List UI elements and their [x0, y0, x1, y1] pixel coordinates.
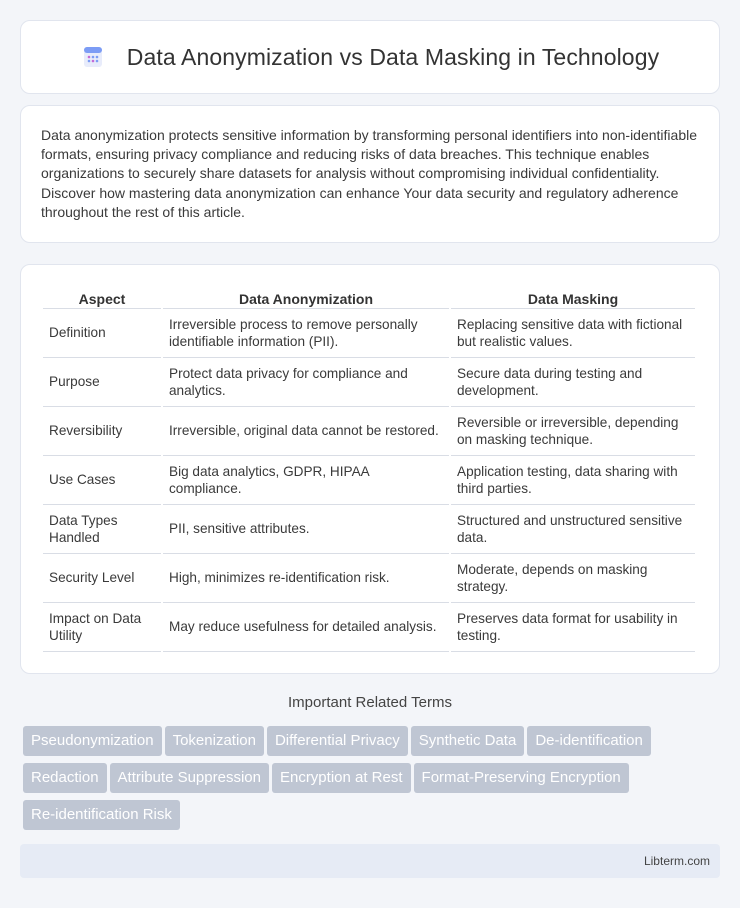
- table-row: [43, 309, 695, 358]
- column-header-aspect: Aspect: [43, 285, 161, 309]
- page-title: Data Anonymization vs Data Masking in Technology: [126, 43, 660, 70]
- table-row: [43, 456, 695, 505]
- related-term-tag[interactable]: Differential Privacy: [267, 726, 408, 756]
- comparison-table: [41, 285, 697, 652]
- aspect-cell: Purpose: [43, 358, 161, 407]
- aspect-cell: Definition: [43, 309, 161, 358]
- aspect-cell: Reversibility: [43, 407, 161, 456]
- anonymization-cell: Big data analytics, GDPR, HIPAA compliance.: [163, 456, 449, 505]
- anonymization-cell: PII, sensitive attributes.: [163, 505, 449, 554]
- related-terms-title: Important Related Terms: [288, 694, 452, 711]
- related-term-tag[interactable]: Re-identification Risk: [23, 800, 180, 830]
- anonymization-cell: Protect data privacy for compliance and analytics.: [163, 358, 449, 407]
- anonymization-cell: Irreversible, original data cannot be restored.: [163, 407, 449, 456]
- document-icon: [81, 45, 105, 69]
- table-header-row: [43, 285, 695, 309]
- anonymization-cell: May reduce usefulness for detailed analysis.: [163, 603, 449, 652]
- masking-cell: Preserves data format for usability in testing.: [451, 603, 695, 652]
- table-row: [43, 505, 695, 554]
- table-row: [43, 603, 695, 652]
- header-card: [20, 20, 720, 94]
- related-term-tag[interactable]: De-identification: [527, 726, 651, 756]
- aspect-cell: Use Cases: [43, 456, 161, 505]
- aspect-cell: Data Types Handled: [43, 505, 161, 554]
- related-terms-list: [23, 726, 723, 837]
- masking-cell: Secure data during testing and development.: [451, 358, 695, 407]
- anonymization-cell: Irreversible process to remove personally identifiable information (PII).: [163, 309, 449, 358]
- masking-cell: Structured and unstructured sensitive data.: [451, 505, 695, 554]
- footer-site-link[interactable]: Libterm.com: [643, 854, 710, 868]
- intro-text: Data anonymization protects sensitive information by transforming personal identifiers into non-identifiable formats, ensuring privacy compliance and reducing risks of data breaches. This technique enables organizations to securely share datasets for analysis without compromising individual confidentiality. Discover how mastering data anonymization can enhance Your data security and regulatory adherence throughout the rest of this article.: [41, 127, 698, 220]
- related-term-tag[interactable]: Pseudonymization: [23, 726, 162, 756]
- column-header-masking: Data Masking: [451, 285, 695, 309]
- related-term-tag[interactable]: Synthetic Data: [411, 726, 525, 756]
- masking-cell: Moderate, depends on masking strategy.: [451, 554, 695, 603]
- table-row: [43, 554, 695, 603]
- masking-cell: Replacing sensitive data with fictional but realistic values.: [451, 309, 695, 358]
- intro-card: [20, 105, 720, 243]
- comparison-card: [20, 264, 720, 674]
- footer: [20, 844, 720, 878]
- related-term-tag[interactable]: Attribute Suppression: [110, 763, 269, 793]
- related-term-tag[interactable]: Redaction: [23, 763, 107, 793]
- anonymization-cell: High, minimizes re-identification risk.: [163, 554, 449, 603]
- related-term-tag[interactable]: Format-Preserving Encryption: [414, 763, 629, 793]
- related-term-tag[interactable]: Tokenization: [165, 726, 264, 756]
- aspect-cell: Impact on Data Utility: [43, 603, 161, 652]
- column-header-anonymization: Data Anonymization: [163, 285, 449, 309]
- masking-cell: Application testing, data sharing with third parties.: [451, 456, 695, 505]
- related-term-tag[interactable]: Encryption at Rest: [272, 763, 411, 793]
- table-row: [43, 358, 695, 407]
- table-row: [43, 407, 695, 456]
- aspect-cell: Security Level: [43, 554, 161, 603]
- masking-cell: Reversible or irreversible, depending on masking technique.: [451, 407, 695, 456]
